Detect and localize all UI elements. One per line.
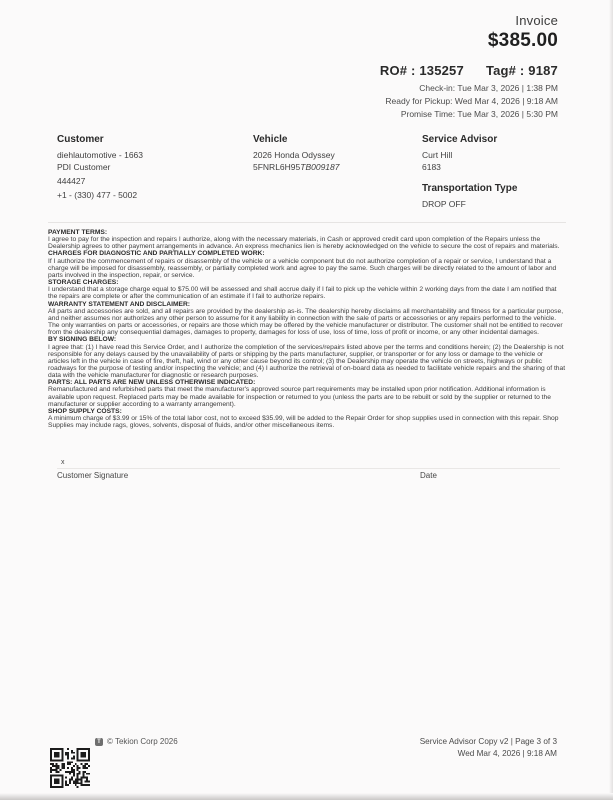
- printed-datetime: Wed Mar 4, 2026 | 9:18 AM: [457, 748, 557, 758]
- promise-time: Promise Time: Tue Mar 3, 2026 | 5:30 PM: [400, 109, 558, 119]
- terms-heading: PARTS: ALL PARTS ARE NEW UNLESS OTHERWISE INDICATED:: [48, 379, 256, 387]
- terms-body: Remanufactured and refurbished parts that meet the manufacturer's approved source part requirements may be installed upon prior notification. Additional information is available upon request. Replaced parts may be made available for inspection or returned to you (unless the parts are to be rebuilt or sold by the supplier or returned to the manufacturer or supplier according to a warranty arrangement).: [48, 386, 551, 408]
- customer-type: PDI Customer: [57, 161, 111, 172]
- service-advisor-section: [422, 134, 572, 211]
- terms-heading: PAYMENT TERMS:: [48, 229, 108, 236]
- invoice-header: [380, 13, 558, 121]
- invoice-amount: $385.00: [487, 30, 558, 51]
- service-advisor-name: Curt Hill: [422, 150, 453, 160]
- signature-area: [57, 459, 560, 480]
- copy-version-page: Service Advisor Copy v2 | Page 3 of 3: [419, 737, 557, 746]
- vin-prefix: 5FNRL6H95: [253, 161, 301, 172]
- scan-edge-bottom: [0, 793, 613, 800]
- ro-tag-line: [380, 63, 558, 78]
- vin-serial: TB009187: [300, 161, 340, 172]
- vehicle-vin: [253, 162, 418, 174]
- terms-heading: WARRANTY STATEMENT AND DISCLAIMER:: [48, 300, 191, 308]
- terms-and-conditions: [48, 222, 566, 429]
- terms-section-diagnostic: [48, 250, 566, 279]
- checkin-time: Check-in: Tue Mar 3, 2026 | 1:38 PM: [419, 83, 558, 93]
- terms-body: A minimum charge of $3.99 or 15% of the total labor cost, not to exceed $35.99, will be added to the Repair Order for shop supplies used in connection with this repair. Shop Supplies may include rags, gloves, solvents, disposal of fluids, and/or other miscellaneous items.: [48, 415, 559, 430]
- terms-body: If I authorize the commencement of repairs or disassembly of the vehicle or a vehicle component but do not authorize completion of a repair or service, I understand that a charge will be imposed for disassembly, reassembly, or partially completed work and agree to pay the same. Such charges will be directly related to the amount of labor and parts involved in the inspection, repair, or service.: [48, 257, 557, 279]
- footer-page-info: [420, 736, 557, 759]
- terms-body: I agree that: (1) I have read this Service Order, and I authorize the completion of the services/repairs listed above per the terms and conditions herein; (2) the Dealership is not responsible for any delays caused by the unavailability of parts or shipping by the parts manufacturer, supplier, or transporter or for any loss or damage to the vehicle or articles left in the vehicle in case of fire, theft, hail, wind or any other cause beyond its control; (3) the Dealership may operate the vehicle on streets, highways or public roadways for the purpose of testing and/or inspecting the vehicle; and (4) I authorize the retrieval of on-board data as needed to facilitate vehicle repairs and the sharing of that data with the vehicle manufacturer for diagnostic or research purposes.: [48, 343, 566, 380]
- transportation-type-title: Transportation Type: [422, 183, 518, 194]
- terms-heading: STORAGE CHARGES:: [48, 279, 119, 287]
- tag-number: Tag# : 9187: [485, 63, 558, 78]
- customer-name: diehlautomotive - 1663: [57, 150, 144, 160]
- ready-for-pickup-time: Ready for Pickup: Wed Mar 4, 2026 | 9:18 AM: [385, 96, 558, 106]
- terms-section-parts: [48, 379, 566, 408]
- transportation-block: [422, 183, 572, 211]
- service-advisor-title: Service Advisor: [422, 134, 498, 145]
- scan-edge-right: [609, 0, 613, 800]
- footer-copyright-row: [95, 737, 178, 746]
- customer-phone: +1 - (330) 477 - 5002: [57, 189, 138, 200]
- vehicle-section: [253, 134, 418, 173]
- invoice-title: Invoice: [515, 13, 558, 28]
- terms-body: All parts and accessories are sold, and all repairs are provided by the dealership as-is. The dealership hereby disclaims all merchantability and fitness for a particular purpose, and neither assumes nor authorizes any other person to assume for it any liability in connection with the sale of parts or accessories or any repairs performed to the vehicle. The only warranties on parts or accessories, or repairs are those which may be offered by the vehicle manufacturer or distributor. The customer shall not be entitled to recover from the dealership any consequential damages, damages to property, damages for loss of use, loss of time, loss of profit or income, or any other incidental damages.: [48, 307, 564, 337]
- terms-heading: SHOP SUPPLY COSTS:: [48, 407, 122, 415]
- signature-line[interactable]: [57, 466, 560, 469]
- tekion-logo-icon: T: [95, 738, 103, 746]
- copyright-text: © Tekion Corp 2026: [107, 737, 178, 746]
- customer-section-title: Customer: [57, 134, 104, 145]
- terms-section-payment: [48, 229, 566, 250]
- vehicle-section-title: Vehicle: [253, 134, 288, 145]
- customer-section: [57, 134, 247, 201]
- terms-section-warranty: [48, 301, 566, 337]
- terms-heading: CHARGES FOR DIAGNOSTIC AND PARTIALLY COMPLETED WORK:: [48, 250, 265, 258]
- terms-section-storage: [48, 279, 566, 300]
- transportation-type-value: DROP OFF: [422, 199, 466, 209]
- terms-section-shop-supply: [48, 408, 566, 429]
- terms-body: I understand that a storage charge equal to $75.00 will be assessed and shall accrue daily if I fail to pick up the vehicle within 2 working days from the date I am notified that the repairs are complete or after the communication of an estimate if I fail to authorize repairs.: [48, 286, 557, 301]
- ro-number: RO# : 135257: [379, 63, 464, 78]
- qr-code: [50, 748, 90, 788]
- signature-labels: [57, 471, 560, 480]
- terms-body: I agree to pay for the inspection and repairs I authorize, along with the necessary materials, in Cash or approved credit card upon completion of the Repairs unless the Dealership agrees to other payment arrangements in advance. An express mechanics lien is hereby acknowledged on the vehicle to secure the cost of repairs and materials.: [48, 236, 560, 251]
- vehicle-model: 2026 Honda Odyssey: [253, 150, 335, 160]
- date-label: Date: [420, 471, 437, 480]
- terms-heading: BY SIGNING BELOW:: [48, 336, 117, 344]
- header-dates: [380, 82, 558, 121]
- service-advisor-id: 6183: [422, 161, 441, 172]
- terms-section-signing: [48, 336, 566, 379]
- customer-signature-label: Customer Signature: [57, 471, 129, 480]
- signature-x-mark: x: [61, 459, 65, 466]
- customer-id: 444427: [57, 175, 86, 186]
